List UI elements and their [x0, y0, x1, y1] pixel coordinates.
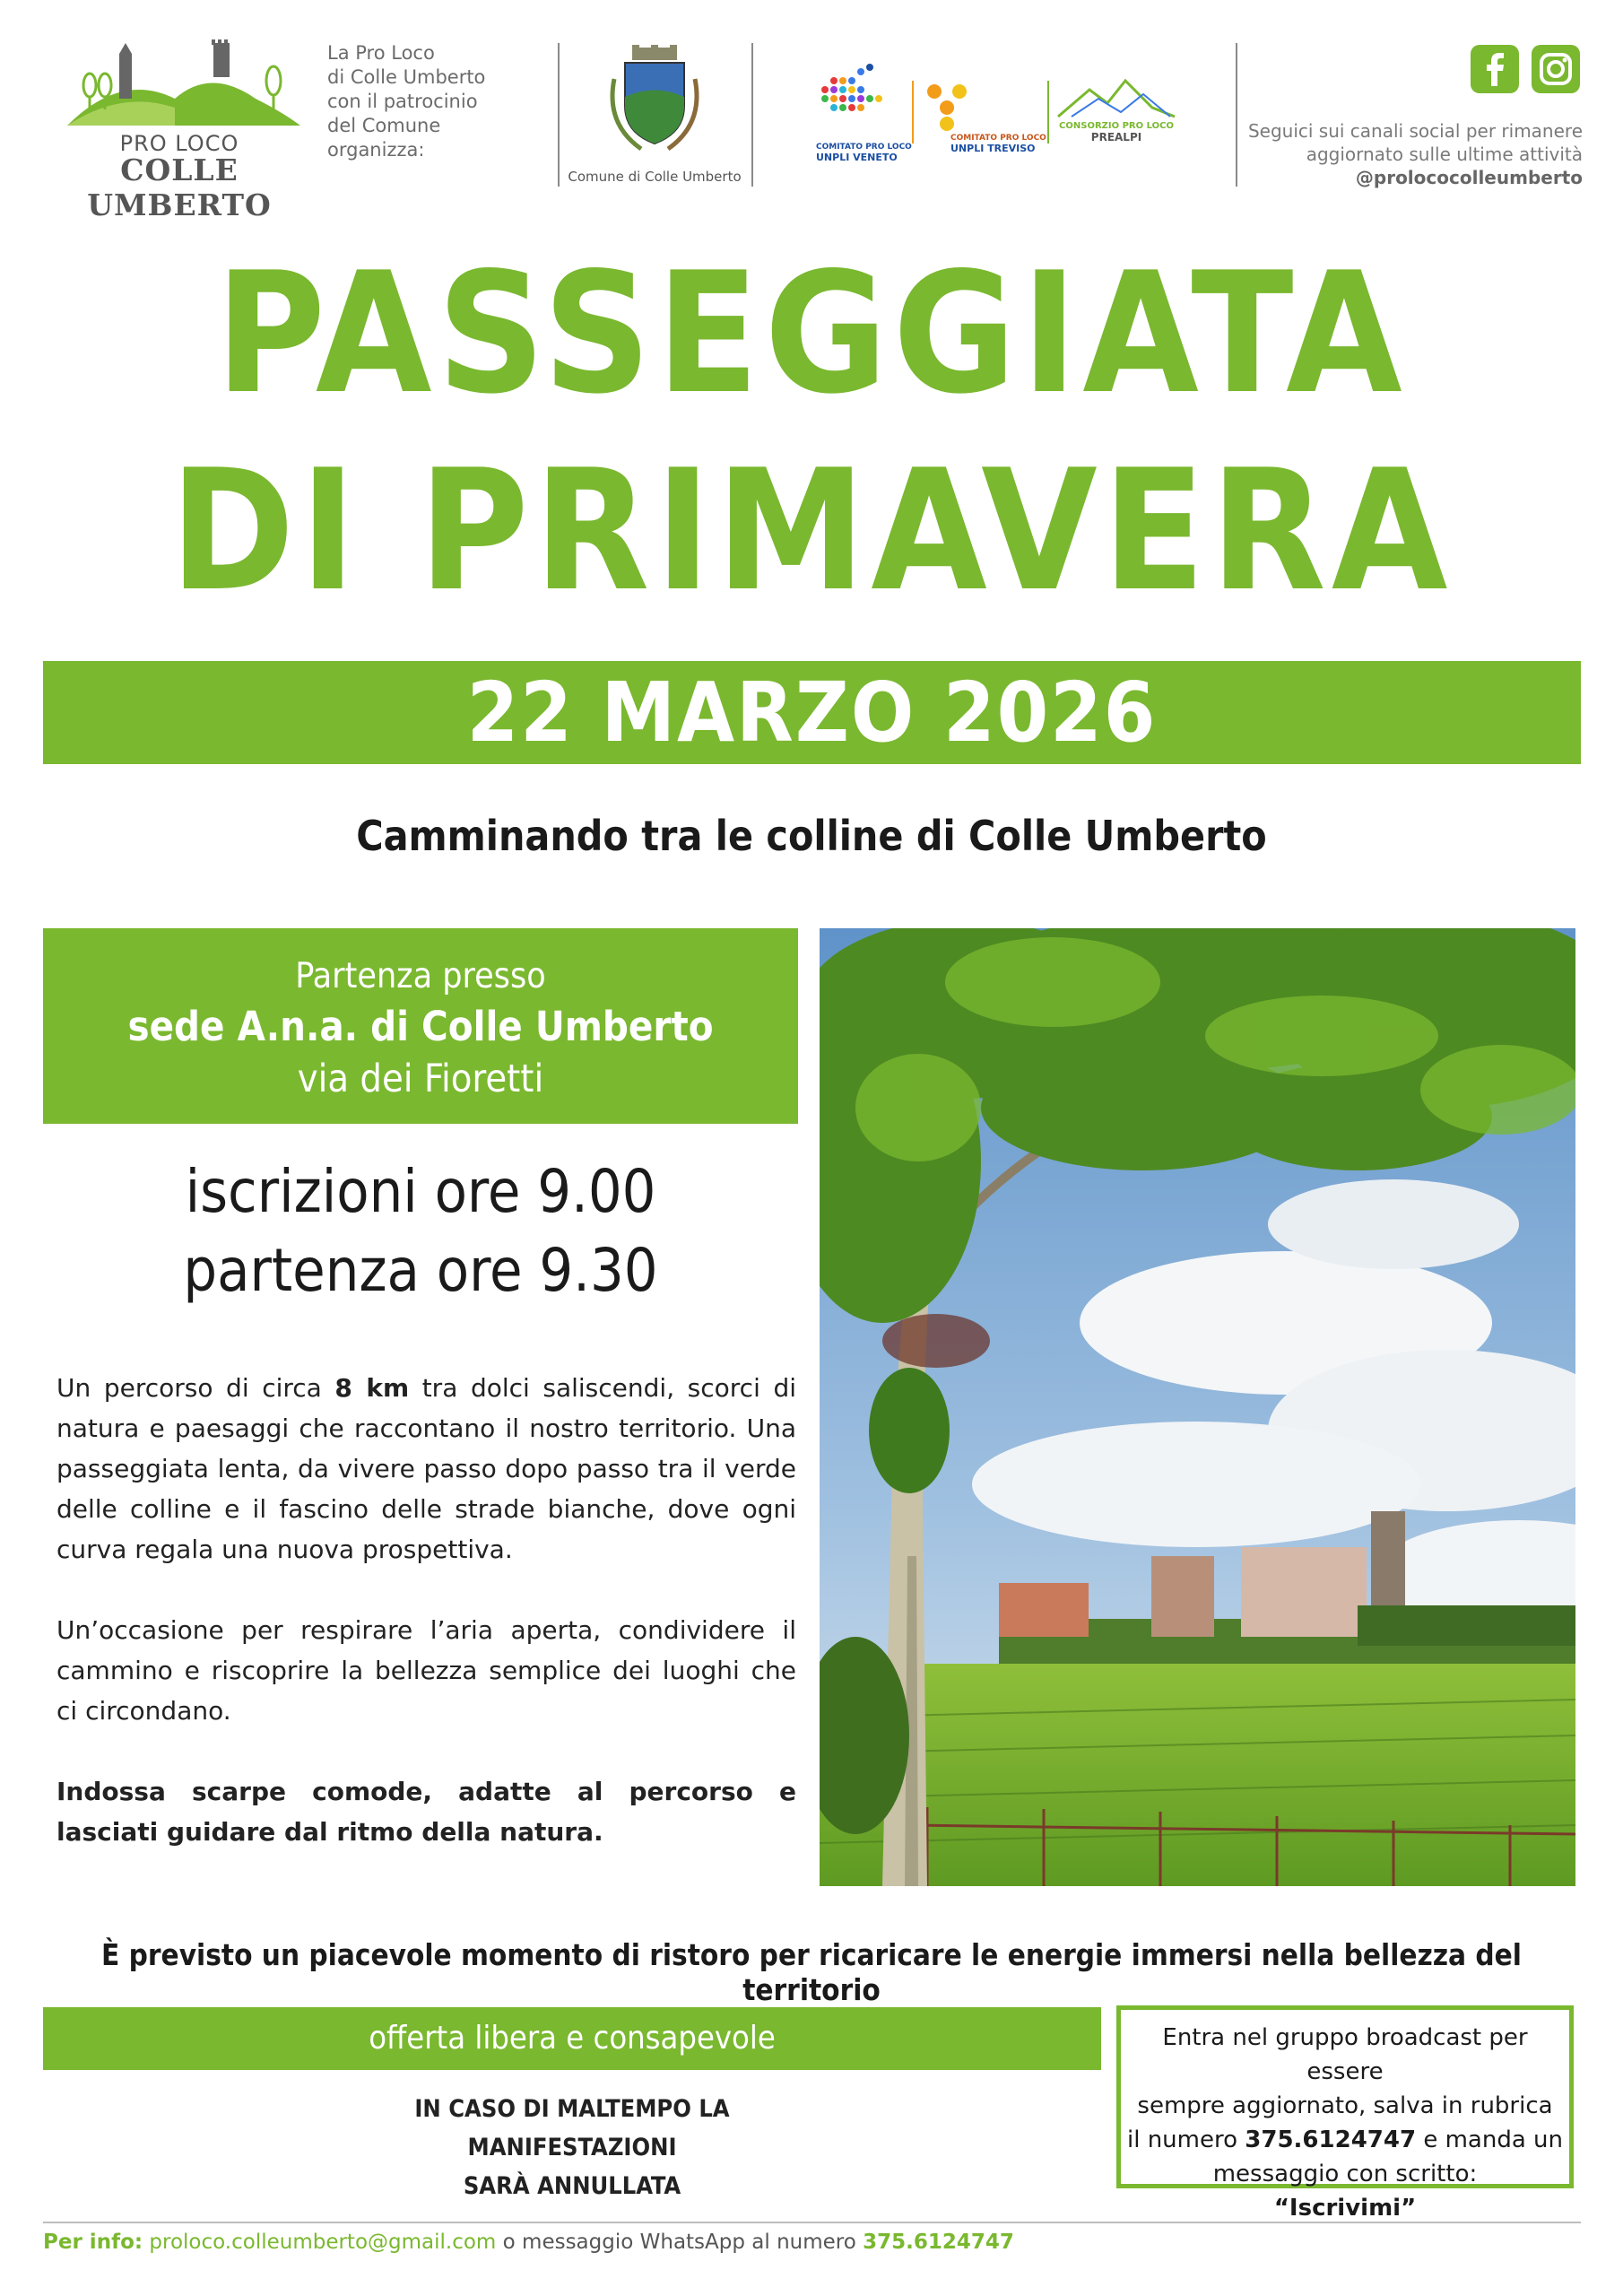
description-paragraph: Un percorso di circa 8 km tra dolci saliscendi, scorci di natura e paesaggi che raccontano il nostro territorio. Una passeggiata lenta, da vivere passo dopo passo tra il verde delle colline e il fascino delle strade bianche, dove ogni curva regala una nuova prospettiva. — [56, 1373, 796, 1564]
footer-info: Per info: proloco.colleumberto@gmail.com o messaggio WhatsApp al numero 375.6124747 — [43, 2231, 1014, 2254]
refreshment-notice: È previsto un piacevole momento di ristoro per ricaricare le energie immersi nella bellezza del territorio — [101, 1937, 1522, 2007]
description-paragraph: Indossa scarpe comode, adatte al percorso e lasciati guidare dal ritmo della natura. — [56, 1777, 796, 1847]
facebook-icon[interactable] — [1471, 45, 1519, 93]
partner-caption: CONSORZIO PRO LOCO — [1059, 121, 1174, 131]
footer-label: Per info: — [43, 2231, 143, 2254]
event-date: 22 MARZO 2026 — [43, 661, 1581, 764]
event-description — [56, 1368, 796, 1892]
comune-caption: Comune di Colle Umberto — [568, 169, 742, 185]
prealpi-mountains-logo-icon — [1054, 76, 1179, 121]
bad-weather-notice: IN CASO DI MALTEMPO LA MANIFESTAZIONI SARÀ ANNULLATA — [414, 2095, 730, 2200]
footer-divider — [43, 2222, 1581, 2223]
social-text: Seguici sui canali social per rimanere aggiornato sulle ultime attività @prolococolleumberto — [1237, 119, 1583, 189]
organizer-text: La Pro Loco di Colle Umberto con il patrocinio del Comune organizza: — [327, 42, 486, 161]
logo-small-text: PRO LOCO — [119, 131, 239, 156]
social-handle[interactable]: @prolococolleumberto — [1355, 167, 1583, 188]
footer-phone[interactable]: 375.6124747 — [863, 2231, 1014, 2254]
proloco-logo — [49, 36, 309, 222]
partner-logos — [816, 54, 1193, 170]
partner-caption: PREALPI — [1090, 131, 1142, 144]
divider — [751, 43, 753, 187]
partner-caption: UNPLI VENETO — [816, 152, 898, 163]
broadcast-box: Entra nel gruppo broadcast per essere sempre aggiornato, salva in rubrica il numero 375.6124747 e manda un messaggio con scritto: “Iscrivimi” — [1116, 2005, 1574, 2188]
unpli-veneto-logo-icon — [816, 63, 901, 126]
partner-caption: UNPLI TREVISO — [950, 143, 1036, 154]
event-title: PASSEGGIATA DI PRIMAVERA — [169, 236, 1454, 628]
coat-of-arms-icon — [605, 43, 704, 160]
divider — [1047, 81, 1049, 144]
countryside-photo-icon — [820, 928, 1575, 1886]
partner-caption: COMITATO PRO LOCO — [816, 143, 912, 152]
description-paragraph: Un’occasione per respirare l’aria aperta, condividere il cammino e riscoprire la bellezza semplice dei luoghi che ci circondano. — [56, 1615, 796, 1726]
broadcast-keyword: “Iscrivimi” — [1273, 2195, 1417, 2222]
divider — [558, 43, 560, 187]
comune-crest — [565, 43, 744, 187]
partner-caption: COMITATO PRO LOCO — [950, 134, 1046, 143]
logo-big-text: COLLE UMBERTO — [87, 152, 272, 222]
landscape-photo — [820, 928, 1575, 1886]
unpli-treviso-logo-icon — [924, 81, 995, 135]
registration-time: iscrizioni ore 9.00 — [185, 1157, 656, 1226]
hills-logo-icon — [49, 36, 309, 135]
event-times — [43, 1152, 798, 1310]
footer-email[interactable]: proloco.colleumberto@gmail.com — [149, 2231, 497, 2254]
divider — [912, 81, 914, 144]
broadcast-phone[interactable]: 375.6124747 — [1245, 2126, 1417, 2153]
departure-time: partenza ore 9.30 — [183, 1236, 658, 1305]
event-subtitle: Camminando tra le colline di Colle Umberto — [356, 812, 1267, 860]
instagram-icon[interactable] — [1532, 45, 1580, 93]
offer-bar: offerta libera e consapevole — [43, 2007, 1101, 2070]
start-location-box: Partenza presso sede A.n.a. di Colle Umberto via dei Fioretti — [43, 928, 798, 1124]
social-icons — [1471, 45, 1583, 99]
